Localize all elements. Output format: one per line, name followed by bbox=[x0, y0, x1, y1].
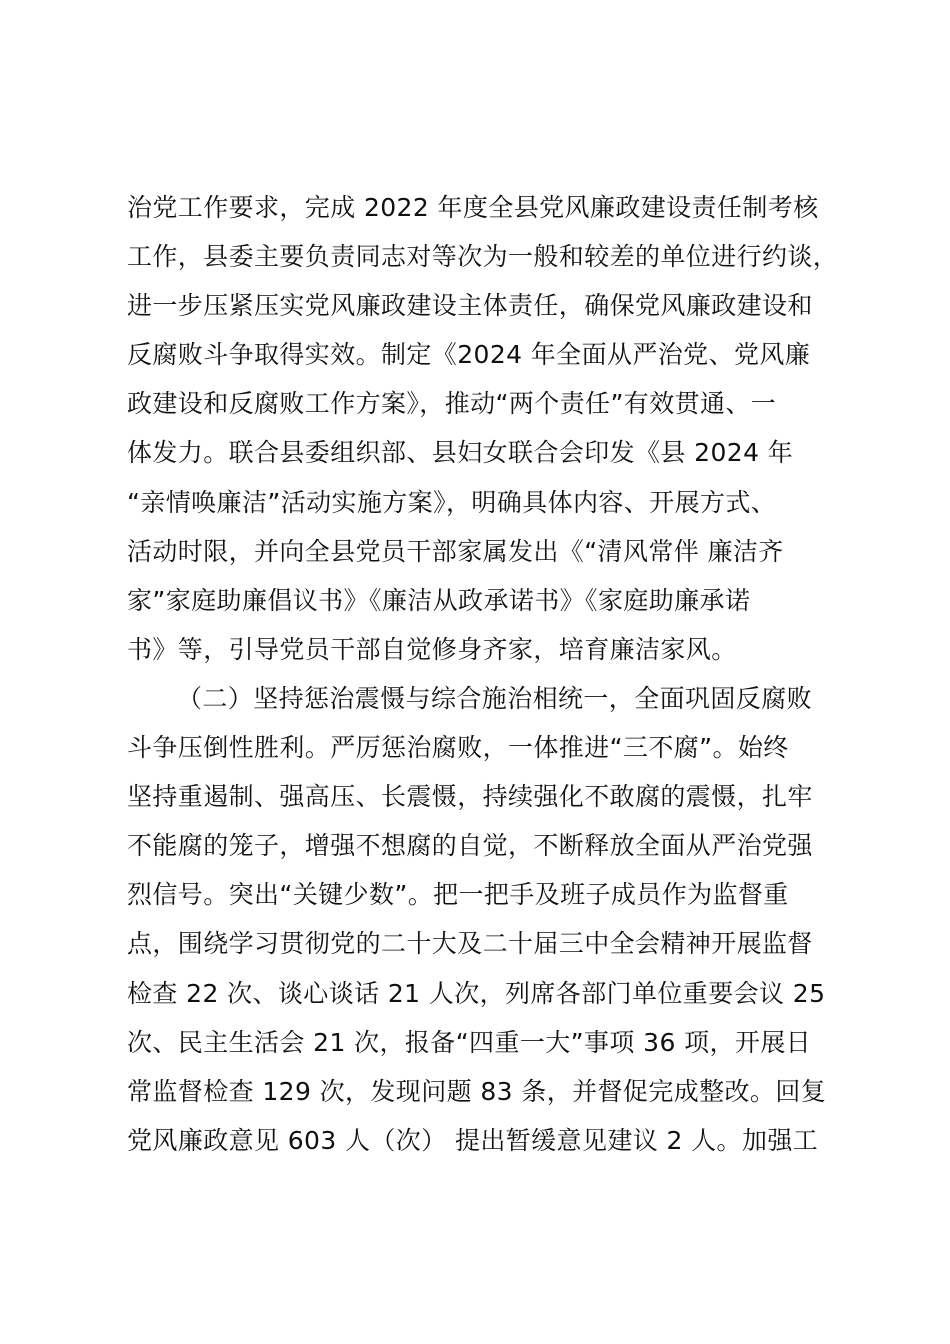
body-text bbox=[127, 183, 857, 1165]
text-line: 书》等，引导党员干部自觉修身齐家，培育廉洁家风。 bbox=[127, 634, 737, 664]
text-line: 常监督检查 129 次，发现问题 83 条，并督促完成整改。回复 bbox=[127, 1076, 827, 1106]
text-line: 不能腐的笼子，增强不想腐的自觉，不断释放全面从严治党强 bbox=[127, 831, 813, 861]
section-heading-line: （二）坚持惩治震慑与综合施治相统一，全面巩固反腐败 bbox=[177, 683, 813, 713]
text-line: 检查 22 次、谈心谈话 21 人次，列席各部门单位重要会议 25 bbox=[127, 978, 826, 1008]
text-line: 党风廉政意见 603 人（次） 提出暂缓意见建议 2 人。加强工 bbox=[127, 1125, 819, 1155]
text-line: 活动时限，并向全县党员干部家属发出《“清风常伴 廉洁齐 bbox=[127, 536, 784, 566]
text-line: 家”家庭助廉倡议书》《廉洁从政承诺书》《家庭助廉承诺 bbox=[127, 585, 751, 615]
text-line: 政建设和反腐败工作方案》，推动“两个责任”有效贯通、一 bbox=[127, 389, 777, 419]
text-line: 坚持重遏制、强高压、长震慑，持续强化不敢腐的震慑，扎牢 bbox=[127, 782, 813, 812]
text-line: 斗争压倒性胜利。严厉惩治腐败，一体推进“三不腐”。始终 bbox=[127, 733, 789, 763]
text-line: 反腐败斗争取得实效。制定《2024 年全面从严治党、党风廉 bbox=[127, 340, 811, 370]
text-line: 体发力。联合县委组织部、县妇女联合会印发《县 2024 年 bbox=[127, 438, 794, 468]
text-line: 次、民主生活会 21 次，报备“四重一大”事项 36 项，开展日 bbox=[127, 1027, 812, 1057]
text-line: 治党工作要求，完成 2022 年度全县党风廉政建设责任制考核 bbox=[127, 193, 819, 222]
text-line: 工作，县委主要负责同志对等次为一般和较差的单位进行约谈， bbox=[127, 242, 839, 272]
text-line: “亲情唤廉洁”活动实施方案》，明确具体内容、开展方式、 bbox=[127, 487, 777, 517]
text-line: 进一步压紧压实党风廉政建设主体责任，确保党风廉政建设和 bbox=[127, 291, 813, 321]
text-line: 烈信号。突出“关键少数”。把一把手及班子成员作为监督重 bbox=[127, 880, 789, 910]
text-line: 点，围绕学习贯彻党的二十大及二十届三中全会精神开展监督 bbox=[127, 929, 813, 959]
